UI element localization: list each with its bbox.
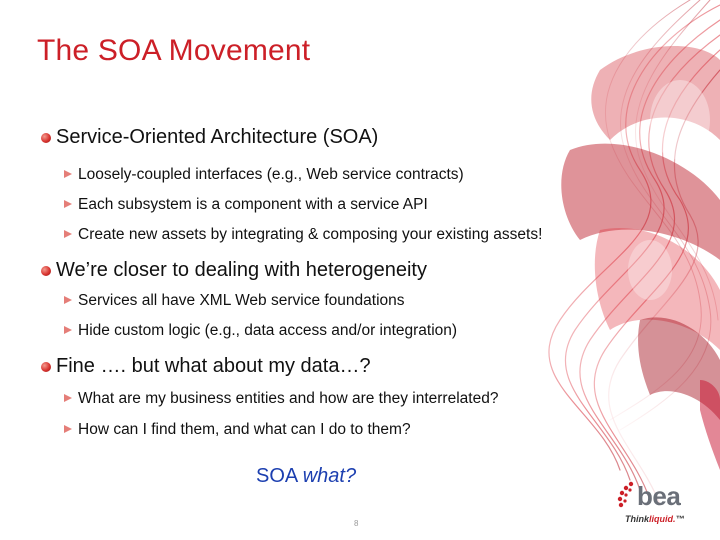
logo-tagline-liquid: liquid. [649, 514, 676, 524]
logo-tagline [625, 514, 685, 524]
logo-tagline-think: Think [625, 514, 649, 524]
bullet-heading [56, 258, 427, 282]
bullet-arrow-icon [64, 170, 72, 178]
bullet-item [78, 165, 464, 185]
bullet-item [78, 225, 542, 245]
bullet-arrow-icon [64, 200, 72, 208]
bullet-item [78, 389, 498, 409]
bullet-dot-icon [41, 266, 51, 276]
bullet-arrow-icon [64, 230, 72, 238]
conclusion-prefix: SOA [256, 465, 303, 487]
bullet-item [78, 321, 457, 341]
logo-trademark: ™ [675, 514, 685, 524]
bullet-item [78, 291, 405, 311]
bullet-item-text: Services all have XML Web service foundations [78, 292, 405, 309]
bullet-item-text: Hide custom logic (e.g., data access and/or integration) [78, 322, 458, 339]
bullet-item-text: Create new assets by integrating & composing your existing assets! [78, 226, 543, 243]
bullet-heading-text: We’re closer to dealing with heterogeneity [56, 259, 427, 281]
conclusion-line [256, 465, 356, 488]
bullet-heading [56, 354, 371, 378]
bullet-arrow-icon [64, 326, 72, 334]
bea-logo [615, 478, 703, 530]
slide-title: The SOA Movement [37, 34, 311, 67]
bullet-arrow-icon [64, 425, 72, 433]
bullet-dot-icon [41, 133, 51, 143]
bullet-arrow-icon [64, 296, 72, 304]
bullet-heading-text: Fine …. but what about my data…? [56, 355, 371, 377]
bullet-item-text: Loosely-coupled interfaces (e.g., Web service contracts) [78, 166, 464, 183]
bullet-heading [56, 125, 378, 149]
bullet-heading-text: Service-Oriented Architecture (SOA) [56, 126, 379, 148]
bullet-item [78, 420, 411, 440]
page-number: 8 [354, 519, 359, 528]
bullet-item-text: How can I find them, and what can I do to them? [78, 421, 411, 438]
logo-wordmark: bea [637, 481, 681, 511]
conclusion-emphasis: what? [302, 465, 357, 487]
bullet-arrow-icon [64, 394, 72, 402]
bullet-dot-icon [41, 362, 51, 372]
bullet-item-text: What are my business entities and how are they interrelated? [78, 390, 499, 407]
bullet-item [78, 195, 428, 215]
bullet-item-text: Each subsystem is a component with a service API [78, 196, 428, 213]
